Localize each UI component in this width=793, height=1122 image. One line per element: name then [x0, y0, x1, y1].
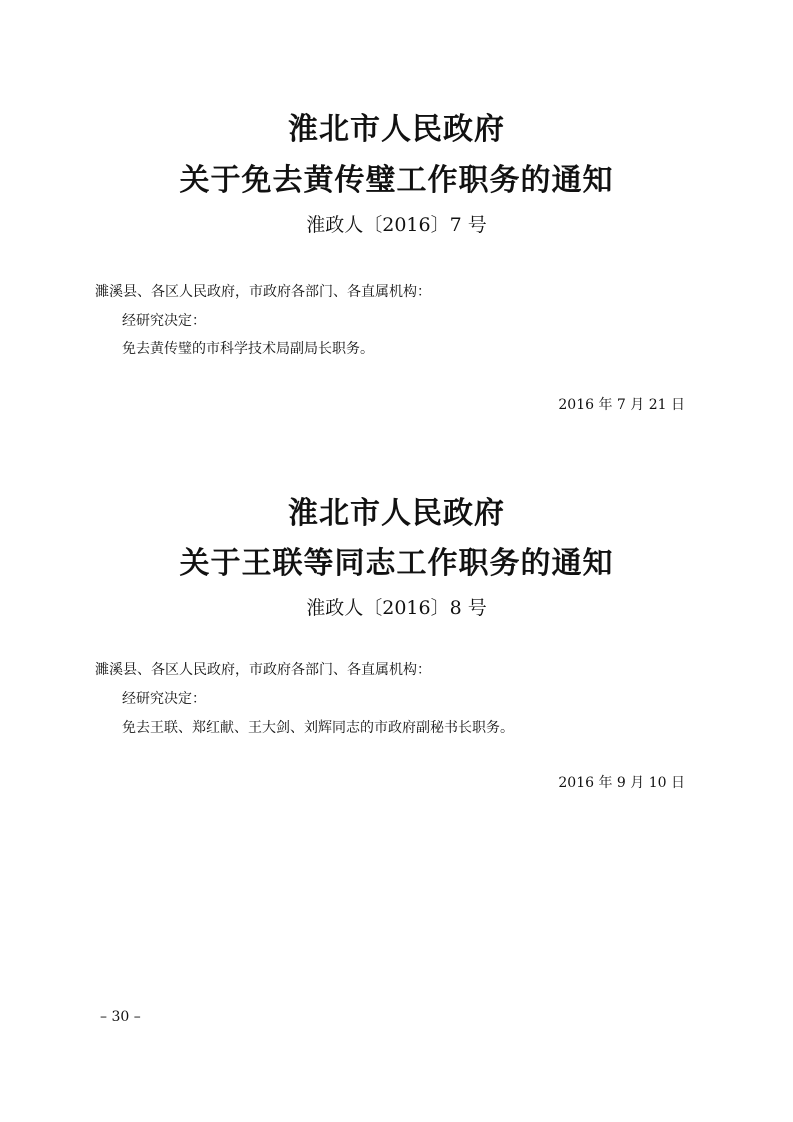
notice-1-content: 免去黄传璧的市科学技术局副局长职务。 [122, 341, 374, 357]
notice-2-addressee: 濉溪县、各区人民政府，市政府各部门、各直属机构： [95, 662, 431, 678]
notice-1-lead: 经研究决定： [122, 313, 206, 329]
notice-2-content: 免去王联、郑红献、王大剑、刘辉同志的市政府副秘书长职务。 [122, 720, 514, 736]
notice-1-date: 2016 年 7 月 21 日 [558, 397, 685, 413]
notice-2-doc-number: 淮政人〔2016〕8 号 [306, 597, 487, 619]
notice-2-lead: 经研究决定： [122, 691, 206, 707]
notice-2-title-line2: 关于王联等同志工作职务的通知 [179, 546, 614, 581]
notice-1-doc-number: 淮政人〔2016〕7 号 [306, 214, 487, 236]
notice-1-title-line1: 淮北市人民政府 [288, 112, 505, 147]
notice-1-title-line2: 关于免去黄传璧工作职务的通知 [179, 163, 614, 198]
notice-2-title-line1: 淮北市人民政府 [288, 496, 505, 531]
page-number: – 30 – [100, 1009, 141, 1025]
notice-1-addressee: 濉溪县、各区人民政府，市政府各部门、各直属机构： [95, 284, 431, 300]
notice-2-date: 2016 年 9 月 10 日 [558, 775, 685, 791]
